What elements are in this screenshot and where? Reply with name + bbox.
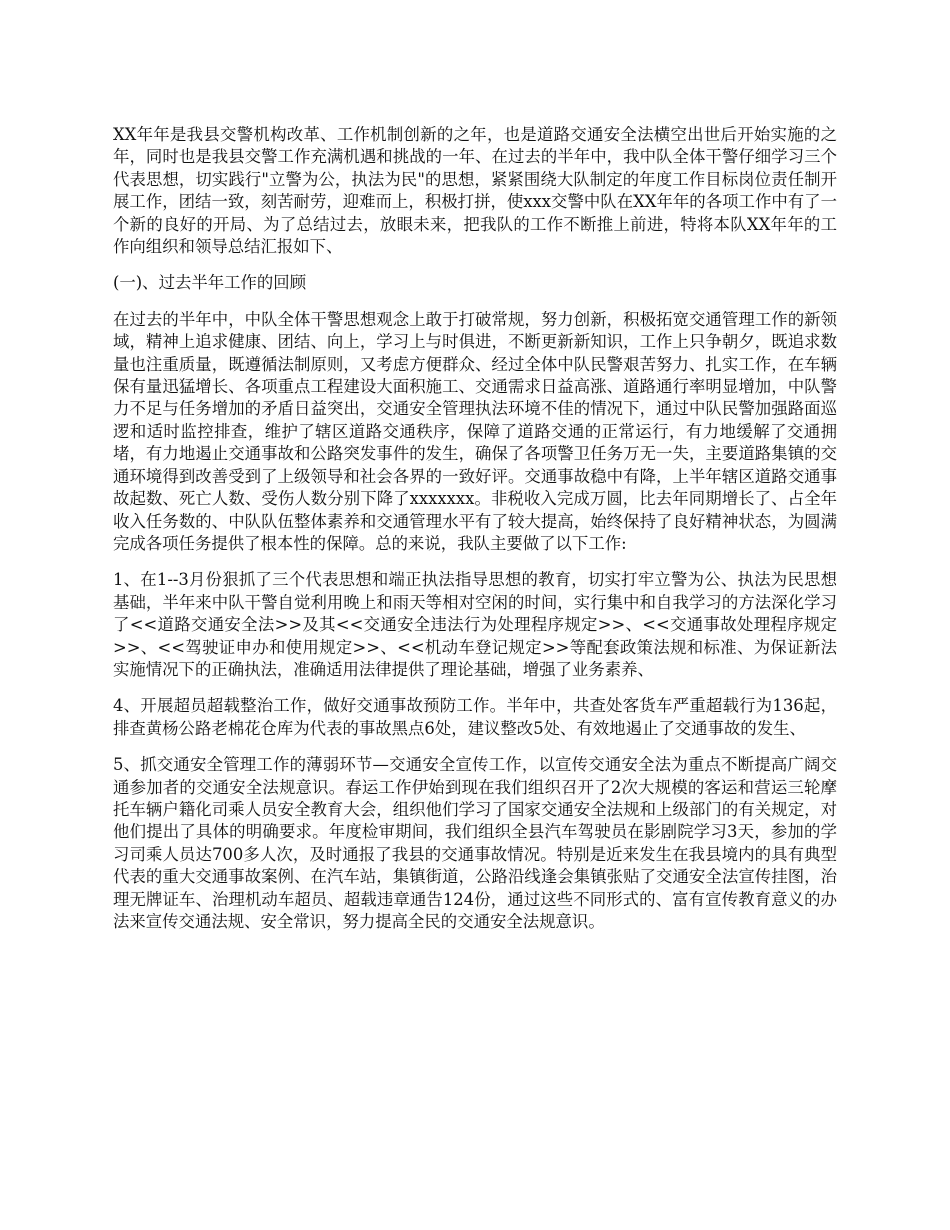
item-1-paragraph: 1、在1--3月份狠抓了三个代表思想和端正执法指导思想的教育，切实打牢立警为公、执法为民思想基础，半年来中队干警自觉利用晚上和雨天等相对空闲的时间，实行集中和自我学习的方法深化学习了<<道路交通安全法>>及其<<交通安全违法行为处理程序规定>>、<<交通事故处理程序规定>>、<<驾驶证申办和使用规定>>、<<机动车登记规定>>等配套政策法规和标准、为保证新法实施情况下的正确执法，准确适用法律提供了理论基础，增强了业务素养、 <box>113 570 837 679</box>
document-body <box>113 124 837 947</box>
item-5-paragraph: 5、抓交通安全管理工作的薄弱环节—交通安全宣传工作，以宣传交通安全法为重点不断提高广阔交通参加者的交通安全法规意识。春运工作伊始到现在我们组织召开了2次大规模的客运和营运三轮摩托车辆户籍化司乘人员安全教育大会，组织他们学习了国家交通安全法规和上级部门的有关规定，对他们提出了具体的明确要求。年度检审期间，我们组织全县汽车驾驶员在影剧院学习3天，参加的学习司乘人员达700多人次，及时通报了我县的交通事故情况。特别是近来发生在我县境内的具有典型代表的重大交通事故案例、在汽车站，集镇街道，公路沿线逢会集镇张贴了交通安全法宣传挂图，治理无牌证车、治理机动车超员、超载违章通告124份，通过这些不同形式的、富有宣传教育意义的办法来宣传交通法规、安全常识，努力提高全民的交通安全法规意识。 <box>113 755 837 931</box>
section-heading: (一)、过去半年工作的回顾 <box>113 273 307 293</box>
intro-paragraph: XX年年是我县交警机构改革、工作机制创新的之年，也是道路交通安全法横空出世后开始实施的之年，同时也是我县交警工作充满机遇和挑战的一年、在过去的半年中，我中队全体干警仔细学习三个代表思想，切实践行"立警为公，执法为民"的思想，紧紧围绕大队制定的年度工作目标岗位责任制开展工作，团结一致，刻苦耐劳，迎难而上，积极打拼，使xxx交警中队在XX年年的各项工作中有了一个新的良好的开局、为了总结过去，放眼未来，把我队的工作不断推上前进，特将本队XX年年的工作向组织和领导总结汇报如下、 <box>113 125 837 257</box>
item-4-paragraph: 4、开展超员超载整治工作，做好交通事故预防工作。半年中，共查处客货车严重超载行为136起，排查黄杨公路老棉花仓库为代表的事故黑点6处，建议整改5处、有效地遏止了交通事故的发生、 <box>113 696 837 738</box>
review-paragraph: 在过去的半年中，中队全体干警思想观念上敢于打破常规，努力创新，积极拓宽交通管理工作的新领域，精神上追求健康、团结、向上，学习上与时俱进，不断更新新知识，工作上只争朝夕，既追求数量也注重质量，既遵循法制原则，又考虑方便群众、经过全体中队民警艰苦努力、扎实工作，在车辆保有量迅猛增长、各项重点工程建设大面积施工、交通需求日益高涨、道路通行率明显增加，中队警力不足与任务增加的矛盾日益突出，交通安全管理执法环境不佳的情况下，通过中队民警加强路面巡逻和适时监控排查，维护了辖区道路交通秩序，保障了道路交通的正常运行，有力地缓解了交通拥堵，有力地遏止交通事故和公路突发事件的发生，确保了各项警卫任务万无一失，主要道路集镇的交通环境得到改善受到了上级领导和社会各界的一致好评。交通事故稳中有降，上半年辖区道路交通事故起数、死亡人数、受伤人数分别下降了xxxxxxx。非税收入完成万圆，比去年同期增长了、占全年收入任务数的、中队队伍整体素养和交通管理水平有了较大提高，始终保持了良好精神状态，为圆满完成各项任务提供了根本性的保障。总的来说，我队主要做了以下工作: <box>113 309 837 553</box>
